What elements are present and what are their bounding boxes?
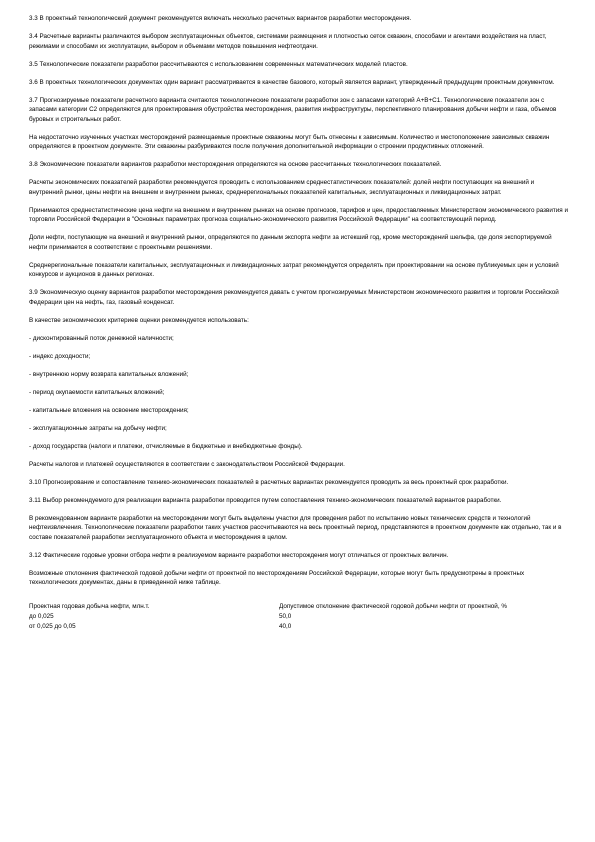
table-row	[29, 611, 569, 621]
list-item-criterion: - период окупаемости капитальных вложений;	[29, 388, 165, 396]
paragraph-3-12: 3.12 Фактические годовые уровни отбора нефти в реализуемом варианте разработки месторождения могут отличаться от проектных величин.	[29, 551, 449, 559]
paragraph-regional-costs: Среднерегиональные показатели капитальных, эксплуатационных и ликвидационных затрат рекомендуется определять при проектировании на основе публикуемых цен и условий конкурсов и аукционов в данных регионах.	[29, 261, 559, 278]
table-cell-value: 50,0	[279, 612, 292, 620]
list-item-criterion: - капитальные вложения на освоение месторождения;	[29, 406, 189, 414]
table-header-deviation: Допустимое отклонение фактической годовой добычи нефти от проектной, %	[279, 602, 507, 610]
paragraph-economic-calculations: Расчеты экономических показателей разработки рекомендуется проводить с использованием среднестатистических показателей: долей нефти поступающих на внешний и внутренний рынки, цены нефти на внешнем и внутреннем рынках, среднерегиональных показателей капитальных, эксплуатационных и ликвидационных затрат.	[29, 179, 535, 196]
paragraph-3-9: 3.9 Экономическую оценку вариантов разработки месторождения рекомендуется давать с учетом прогнозируемых Министерством экономического развития и торговли Российской Федерации цен на нефть, газ, газовый конденсат.	[29, 289, 559, 306]
paragraph-criteria-intro: В качестве экономических критериев оценки рекомендуется использовать:	[29, 316, 249, 324]
paragraph-3-6: 3.6 В проектных технологических документах один вариант рассматривается в качестве базового, который является вариант, утвержденный предыдущим проектным документом.	[29, 78, 555, 86]
paragraph-oil-prices: Принимаются среднестатистические цена нефти на внешнем и внутреннем рынках на основе прогнозов, тарифов и цен, предоставляемых Министерством экономического развития и торговли Российской Федерации в "Основных параметрах прогноза социально-экономического развития Российской Федерации" на соответствующий период.	[29, 206, 568, 223]
list-item-criterion: - индекс доходности;	[29, 352, 91, 360]
paragraph-deviations: Возможные отклонения фактической годовой добычи нефти от проектной по месторождениям Российской Федерации, которые могут быть предусмотрены в проектных технологических документах, даны в приведенной ниже таблице.	[29, 569, 525, 586]
paragraph-oil-shares: Доли нефти, поступающие на внешний и внутренний рынки, определяются по данным экспорта нефти за истекший год, кроме месторождений шельфа, где доля экспортируемой нефти принимается в соответствии с проектными решениями.	[29, 234, 552, 251]
list-item-criterion: - дисконтированный поток денежной наличности;	[29, 334, 174, 342]
list-item-criterion: - внутреннюю норму возврата капитальных вложений;	[29, 370, 189, 378]
paragraph-3-7: 3.7 Прогнозируемые показатели расчетного варианта считаются технологические показатели разработки зон с запасами категорий А+В+С1. Технологические показатели зон с запасами категории С2 определяются для проектирования обустройства месторождения, развития инфраструктуры, перспективного планирования добычи нефти и газа, объемов буровых и строительных работ.	[29, 96, 557, 123]
table-cell-value: 40,0	[279, 622, 292, 630]
paragraph-3-4: 3.4 Расчетные варианты различаются выбором эксплуатационных объектов, системами размещения и плотностью сеток скважин, способами и агентами воздействия на пласт, режимами и способами их эксплуатации, выбором и объемами методов повышения нефтеотдачи.	[29, 33, 547, 50]
table-header-production: Проектная годовая добыча нефти, млн.т.	[29, 602, 150, 610]
list-item-criterion: - доход государства (налоги и платежи, отчисляемые в бюджетные и внебюджетные фонды).	[29, 442, 303, 450]
table-header-row	[29, 602, 569, 612]
paragraph-3-8: 3.8 Экономические показатели вариантов разработки месторождения определяются на основе рассчитанных технологических показателей.	[29, 161, 442, 168]
table-cell-range: от 0,025 до 0,05	[29, 622, 76, 630]
paragraph-taxes: Расчеты налогов и платежей осуществляются в соответствии с законодательством Российской Федерации.	[29, 460, 345, 468]
document-page	[29, 14, 569, 631]
table-cell-range: до 0,025	[29, 612, 54, 620]
deviation-table	[29, 602, 569, 632]
paragraph-dependent-wells: На недостаточно изученных участках месторождений размещаемые проектные скважины могут быть отнесены к зависимым. Количество и местоположение зависимых скважин определяются в проектном документе. Эти скважины разбуриваются после получения дополнительной информации о строении продуктивных отложений.	[29, 133, 550, 150]
list-item-criterion: - эксплуатационные затраты на добычу нефти;	[29, 424, 167, 432]
paragraph-3-3: 3.3 В проектный технологический документ рекомендуется включать несколько расчетных вариантов разработки месторождения.	[29, 15, 412, 22]
paragraph-3-11: 3.11 Выбор рекомендуемого для реализации варианта разработки проводится путем сопоставления технико-экономических показателей вариантов разработки.	[29, 496, 502, 504]
paragraph-3-10: 3.10 Прогнозирование и сопоставление технико-экономических показателей в расчетных вариантах рекомендуется проводить за весь проектный срок разработки.	[29, 478, 509, 486]
paragraph-3-5: 3.5 Технологические показатели разработки рассчитываются с использованием современных математических моделей пластов.	[29, 60, 408, 68]
paragraph-test-sites: В рекомендованном варианте разработки на месторождении могут быть выделены участки для проведения работ по испытанию новых технических средств и технологий нефтеизвлечения. Технологические показатели разработки таких участков рассчитываются на весь проектный период, представляются в проектном документе как отдельно, так и в составе показателей разработки эксплуатационного объекта и месторождения в целом.	[29, 514, 562, 541]
table-row	[29, 621, 569, 631]
